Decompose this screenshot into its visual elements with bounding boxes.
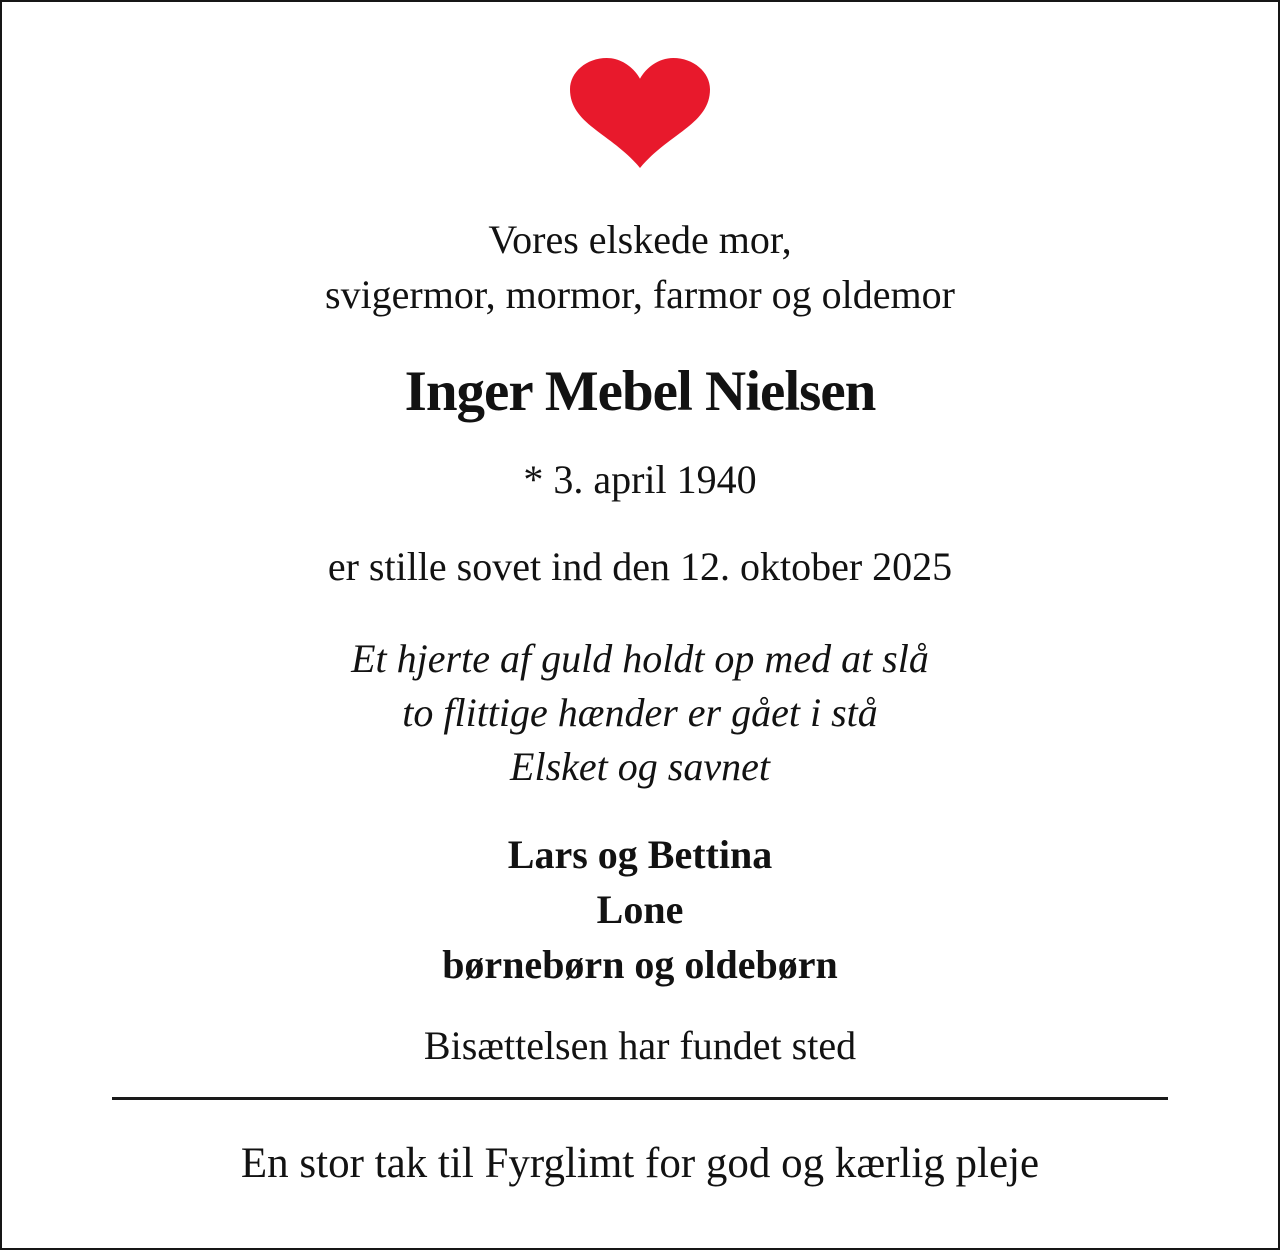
memorial-verse [2,632,1278,794]
death-statement: er stille sovet ind den 12. oktober 2025 [327,544,953,589]
deceased-name: Inger Mebel Nielsen [404,360,876,423]
heart-icon [2,58,1278,168]
ceremony-statement: Bisættelsen har fundet sted [423,1023,857,1068]
intro-text [2,212,1278,322]
thanks-message: En stor tak til Fyrglimt for god og kærlig pleje [240,1140,1040,1187]
verse-line-1: Et hjerte af guld holdt op med at slå [351,636,929,681]
verse-line-2: to flittige hænder er gået i stå [402,690,878,735]
mourners-list [2,827,1278,992]
mourners-line-1: Lars og Bettina [507,832,773,877]
divider-line [112,1097,1168,1100]
mourners-line-2: Lone [596,887,684,932]
birth-date: * 3. april 1940 [523,457,757,502]
intro-line-2: svigermor, mormor, farmor og oldemor [325,272,955,317]
heart-shape [570,58,710,168]
intro-line-1: Vores elskede mor, [488,217,792,262]
verse-line-3: Elsket og savnet [510,744,770,789]
mourners-line-3: børnebørn og oldebørn [442,942,838,987]
